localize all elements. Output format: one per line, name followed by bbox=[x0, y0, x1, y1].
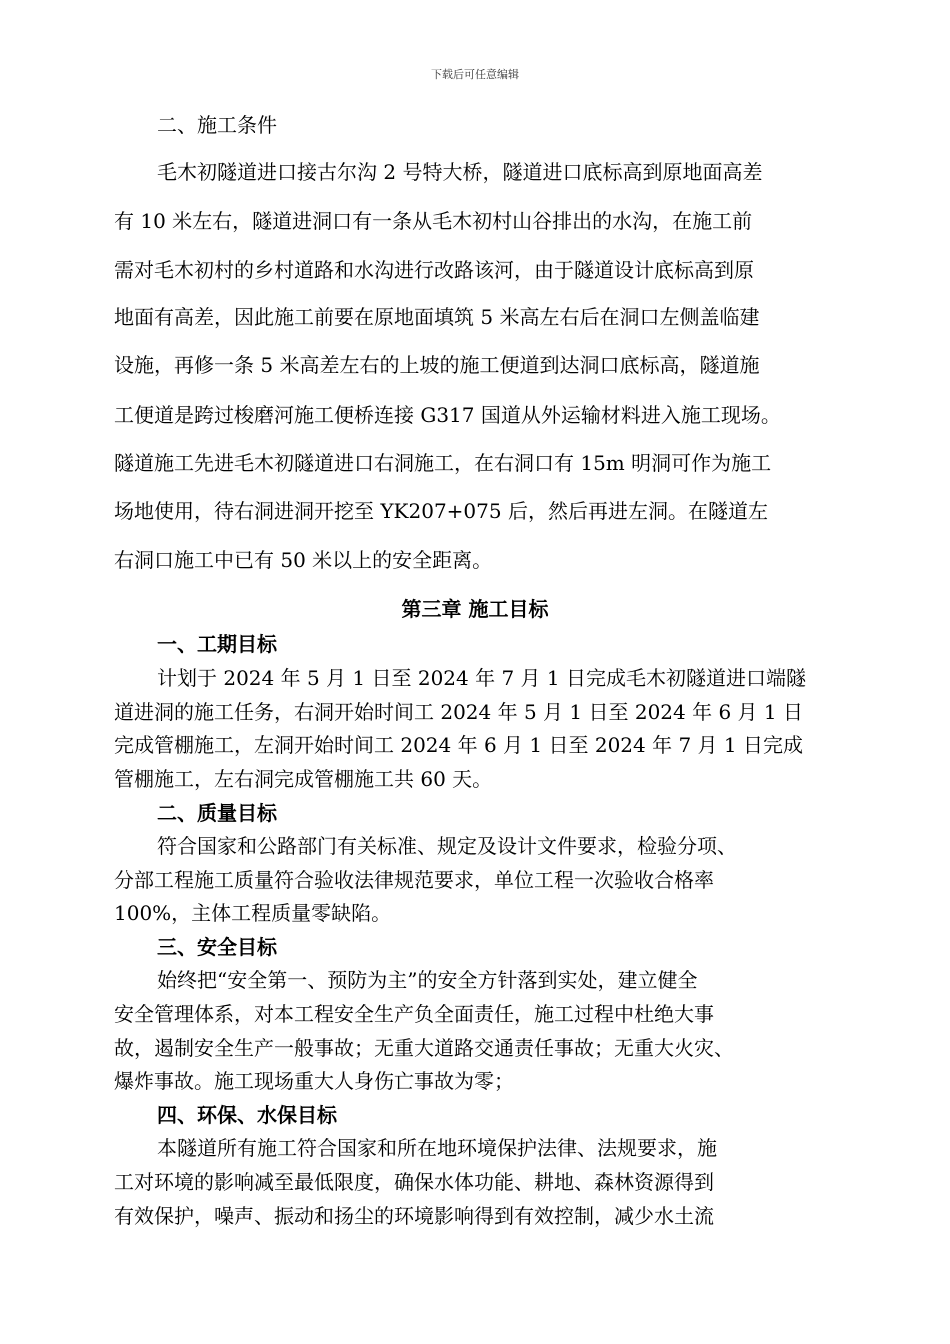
paragraph-line: 右洞口施工中已有 50 米以上的安全距离。 bbox=[114, 548, 493, 572]
paragraph-line: 计划于 2024 年 5 月 1 日至 2024 年 7 月 1 日完成毛木初隧道进口端隧 bbox=[157, 666, 806, 690]
section-heading: 二、施工条件 bbox=[157, 113, 277, 137]
paragraph-line: 始终把“安全第一、预防为主”的安全方针落到实处，建立健全 bbox=[157, 968, 698, 992]
paragraph-line: 有效保护，噪声、振动和扬尘的环境影响得到有效控制，减少水土流 bbox=[114, 1204, 714, 1228]
paragraph-line: 爆炸事故。施工现场重大人身伤亡事故为零； bbox=[114, 1069, 514, 1093]
paragraph-line: 毛木初隧道进口接古尔沟 2 号特大桥，隧道进口底标高到原地面高差 bbox=[157, 160, 763, 184]
paragraph-line: 本隧道所有施工符合国家和所在地环境保护法律、法规要求，施 bbox=[157, 1136, 717, 1160]
paragraph-line: 符合国家和公路部门有关标准、规定及设计文件要求，检验分项、 bbox=[157, 834, 737, 858]
paragraph-line: 道进洞的施工任务，右洞开始时间工 2024 年 5 月 1 日至 2024 年 6 月 1 日 bbox=[114, 700, 803, 724]
paragraph-line: 场地使用，待右洞进洞开挖至 YK207+075 后，然后再进左洞。在隧道左 bbox=[114, 499, 768, 523]
paragraph-line: 地面有高差，因此施工前要在原地面填筑 5 米高左右后在洞口左侧盖临建 bbox=[114, 305, 760, 329]
paragraph-line: 管棚施工，左右洞完成管棚施工共 60 天。 bbox=[114, 767, 493, 791]
chapter-title: 第三章 施工目标 bbox=[401, 597, 549, 621]
section-heading: 一、工期目标 bbox=[157, 632, 277, 656]
paragraph-line: 有 10 米左右，隧道进洞口有一条从毛木初村山谷排出的水沟，在施工前 bbox=[114, 209, 753, 233]
section-heading: 三、安全目标 bbox=[157, 935, 277, 959]
page-header: 下载后可任意编辑 bbox=[431, 68, 519, 81]
paragraph-line: 完成管棚施工，左洞开始时间工 2024 年 6 月 1 日至 2024 年 7 月 1 日完成 bbox=[114, 733, 803, 757]
paragraph-line: 需对毛木初村的乡村道路和水沟进行改路该河，由于隧道设计底标高到原 bbox=[114, 258, 754, 282]
paragraph-line: 工便道是跨过梭磨河施工便桥连接 G317 国道从外运输材料进入施工现场。 bbox=[114, 403, 781, 427]
paragraph-line: 设施，再修一条 5 米高差左右的上坡的施工便道到达洞口底标高，隧道施 bbox=[114, 353, 760, 377]
section-heading: 二、质量目标 bbox=[157, 801, 277, 825]
paragraph-line: 隧道施工先进毛木初隧道进口右洞施工，在右洞口有 15m 明洞可作为施工 bbox=[114, 451, 772, 475]
section-heading: 四、环保、水保目标 bbox=[157, 1103, 337, 1127]
paragraph-line: 安全管理体系，对本工程安全生产负全面责任，施工过程中杜绝大事 bbox=[114, 1002, 714, 1026]
paragraph-line: 100%，主体工程质量零缺陷。 bbox=[114, 901, 392, 925]
paragraph-line: 故，遏制安全生产一般事故；无重大道路交通责任事故；无重大火灾、 bbox=[114, 1036, 734, 1060]
paragraph-line: 分部工程施工质量符合验收法律规范要求，单位工程一次验收合格率 bbox=[114, 868, 714, 892]
paragraph-line: 工对环境的影响减至最低限度，确保水体功能、耕地、森林资源得到 bbox=[114, 1170, 714, 1194]
